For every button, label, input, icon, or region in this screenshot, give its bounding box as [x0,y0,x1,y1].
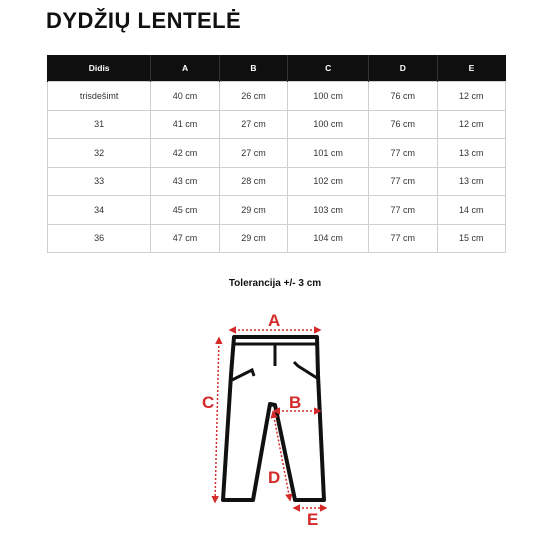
cell-c: 100 cm [288,110,369,139]
header-a: A [151,55,219,82]
cell-size: 34 [48,196,151,225]
measure-c-line [215,338,219,502]
label-a: A [268,311,281,330]
label-c: C [202,393,215,412]
cell-d: 77 cm [369,167,437,196]
right-pocket [294,362,317,378]
cell-size: 36 [48,224,151,253]
cell-d: 76 cm [369,82,437,111]
cell-size: 31 [48,110,151,139]
cell-b: 29 cm [219,224,287,253]
cell-b: 27 cm [219,110,287,139]
cell-a: 41 cm [151,110,219,139]
cell-e: 12 cm [437,110,505,139]
cell-size: 32 [48,139,151,168]
cell-a: 45 cm [151,196,219,225]
header-d: D [369,55,437,82]
cell-a: 47 cm [151,224,219,253]
header-size: Didis [48,55,151,82]
header-b: B [219,55,287,82]
cell-d: 76 cm [369,110,437,139]
table-row [48,224,506,253]
table-row [48,110,506,139]
cell-c: 100 cm [288,82,369,111]
cell-b: 27 cm [219,139,287,168]
cell-b: 29 cm [219,196,287,225]
table-row [48,196,506,225]
table-row [48,139,506,168]
cell-e: 13 cm [437,167,505,196]
page-title: DYDŽIŲ LENTELĖ [46,8,242,33]
header-e: E [437,55,505,82]
cell-a: 40 cm [151,82,219,111]
size-table [47,55,506,253]
cell-a: 42 cm [151,139,219,168]
cell-e: 14 cm [437,196,505,225]
cell-e: 15 cm [437,224,505,253]
table-row [48,82,506,111]
header-c: C [288,55,369,82]
label-e: E [307,510,319,529]
cell-e: 12 cm [437,82,505,111]
cell-d: 77 cm [369,196,437,225]
cell-c: 104 cm [288,224,369,253]
cell-d: 77 cm [369,139,437,168]
label-d: D [268,468,281,487]
cell-size: trisdešimt [48,82,151,111]
cell-b: 26 cm [219,82,287,111]
cell-c: 102 cm [288,167,369,196]
cell-size: 33 [48,167,151,196]
table-header-row [48,55,506,82]
cell-c: 103 cm [288,196,369,225]
cell-e: 13 cm [437,139,505,168]
label-b: B [289,393,302,412]
table-row [48,167,506,196]
pants-measurement-diagram [190,300,370,535]
left-pocket [232,370,254,380]
cell-c: 101 cm [288,139,369,168]
cell-a: 43 cm [151,167,219,196]
cell-b: 28 cm [219,167,287,196]
cell-d: 77 cm [369,224,437,253]
tolerance-note: Tolerancija +/- 3 cm [228,278,322,289]
